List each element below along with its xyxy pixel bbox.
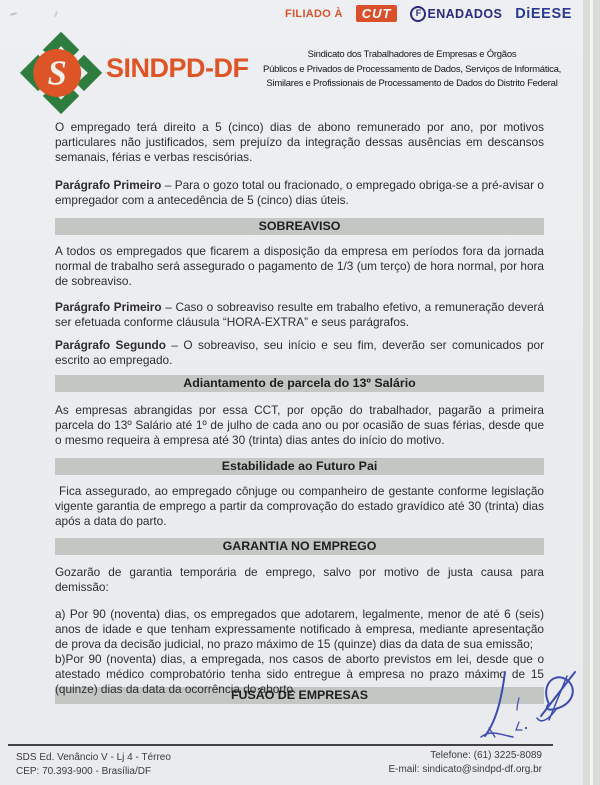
paragraph <box>55 338 544 368</box>
document-body <box>55 120 544 704</box>
cut-logo: CUT <box>356 5 398 22</box>
fenadados-logo <box>410 6 502 22</box>
paragraph <box>55 178 544 208</box>
scan-speck <box>54 11 58 17</box>
fenadados-label: ENADADOS <box>427 6 503 21</box>
org-description-line: Públicos e Privados de Processamento de Dados, Serviços de Informática, <box>262 63 562 75</box>
footer-address-line1: SDS Ed. Venâncio V - Lj 4 - Térreo <box>16 752 171 763</box>
paragraph-lead: Parágrafo Primeiro <box>55 178 162 192</box>
section-heading: FUSÃO DE EMPRESAS <box>55 687 544 704</box>
filiado-label: FILIADO À <box>285 7 343 20</box>
paragraph: A todos os empregados que ficarem a disposição da empresa em períodos fora da jornada normal de trabalho será assegurado o pagamento de 1/3 (um terço) de hora normal, por hora de sobreaviso. <box>55 244 544 288</box>
footer-divider <box>8 744 553 746</box>
dieese-logo: DiEESE <box>515 5 572 22</box>
scan-speck <box>10 12 17 16</box>
footer-address <box>16 751 171 779</box>
section-heading: GARANTIA NO EMPREGO <box>55 538 544 555</box>
paragraph-text: – Para o gozo total ou fracionado, o empregado obriga-se a pré-avisar o empregador com a antecedência de 5 (cinco) dias úteis. <box>55 178 544 207</box>
paragraph-lead: Parágrafo Segundo <box>55 338 166 352</box>
org-description <box>246 48 578 92</box>
paragraph: Gozarão de garantia temporária de emprego, salvo por motivo de justa causa para demissão: <box>55 565 544 594</box>
sindpd-logo-icon <box>14 26 110 116</box>
signature <box>479 668 594 750</box>
footer-phone: Telefone: (61) 3225-8089 <box>430 750 542 761</box>
paragraph-lead: Parágrafo Primeiro <box>55 300 162 314</box>
paragraph <box>55 300 544 330</box>
org-description-line: Similares e Profissionais de Processamento de Dados do Distrito Federal <box>266 78 558 89</box>
org-name: SINDPD-DF <box>106 53 249 83</box>
paragraph: Fica assegurado, ao empregado cônjuge ou companheiro de gestante conforme legislação vigente garantia de emprego a partir da comprovação do estado gravídico até 30 (trinta) dias após a data do parto. <box>55 484 544 528</box>
paragraph-text: – Caso o sobreaviso resulte em trabalho efetivo, a remuneração deverá ser efetuada conforme cláusula “HORA-EXTRA” e seus parágrafos. <box>55 300 544 329</box>
section-heading: Estabilidade ao Futuro Pai <box>55 458 544 475</box>
paragraph: b)Por 90 (noventa) dias, a empregada, nos casos de aborto previstos em lei, desde que o atestado médico comprobatório tenha sido entregue à empresa no prazo máximo de 15 (quinze) dias da data da ocorrência do aborto. <box>55 652 544 696</box>
footer-contact <box>388 749 542 777</box>
footer-email: E-mail: sindicato@sindpd-df.org.br <box>388 764 542 775</box>
paragraph-text: – O sobreaviso, seu início e seu fim, deverão ser comunicados por escrito ao empregado. <box>55 338 545 367</box>
section-heading: Adiantamento de parcela do 13º Salário <box>55 375 544 392</box>
affiliation-row <box>285 5 572 22</box>
paragraph: O empregado terá direito a 5 (cinco) dias de abono remunerado por ano, por motivos particulares não justificados, sem prejuízo da integração dessas ausências em descansos semanais, férias e verbas rescisórias. <box>55 120 544 164</box>
fenadados-circle-f-icon: F <box>410 6 426 22</box>
footer-address-line2: CEP: 70.393-900 - Brasília/DF <box>16 766 152 777</box>
paragraph: a) Por 90 (noventa) dias, os empregados que adotarem, legalmente, menor de até 6 (seis) anos de idade e que tenham expressamente notificado à empresa, mediante apresentação de prova da decisão judicial, no prazo máximo de 15 (quinze) dias da data de sua emissão; <box>55 607 544 651</box>
section-heading: SOBREAVISO <box>55 218 544 235</box>
org-description-line: Sindicato dos Trabalhadores de Empresas e Órgãos <box>307 49 517 60</box>
paragraph: As empresas abrangidas por essa CCT, por opção do trabalhador, pagarão a primeira parcela do 13º Salário até 1º de julho de cada ano ou por ocasião de suas férias, desde que o mesmo requeira à empresa até 30 (trinta) dias antes do início do motivo. <box>55 403 544 447</box>
svg-text:S: S <box>47 54 67 93</box>
